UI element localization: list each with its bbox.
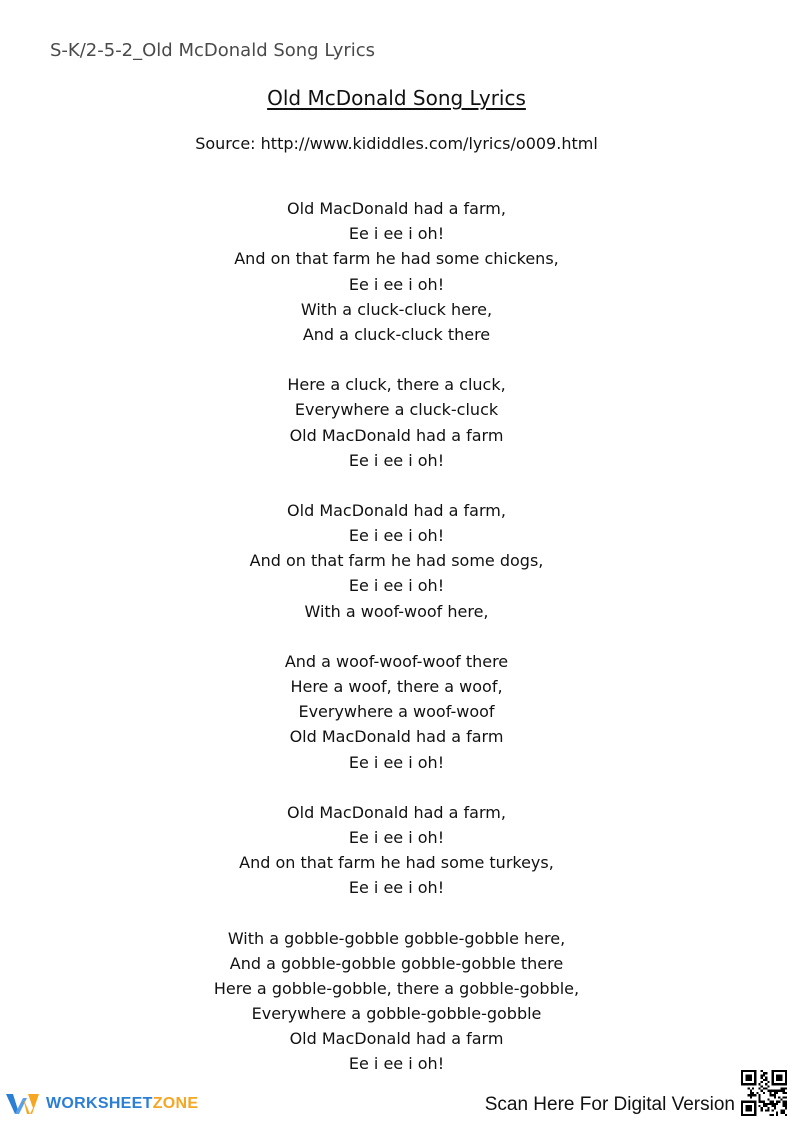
lyric-line: Ee i ee i oh!	[348, 878, 445, 898]
lyric-line: Everywhere a woof-woof	[298, 702, 495, 722]
lyrics-stanza	[0, 498, 793, 624]
lyrics-body	[0, 196, 793, 1102]
lyric-line: With a woof-woof here,	[304, 601, 489, 621]
lyrics-stanza	[0, 372, 793, 473]
worksheetzone-logo[interactable]	[6, 1092, 198, 1116]
lyric-line: And on that farm he had some turkeys,	[239, 853, 554, 873]
lyric-line: Old MacDonald had a farm	[289, 1029, 504, 1049]
lyric-line: Ee i ee i oh!	[348, 827, 445, 847]
lyric-line: Ee i ee i oh!	[348, 526, 445, 546]
lyric-line: With a cluck-cluck here,	[300, 299, 493, 319]
worksheetzone-logo-icon	[6, 1092, 40, 1116]
document-code: S-K/2-5-2_Old McDonald Song Lyrics	[50, 40, 376, 61]
lyric-line: Ee i ee i oh!	[348, 274, 445, 294]
lyric-line: Ee i ee i oh!	[348, 450, 445, 470]
lyric-line: Ee i ee i oh!	[348, 576, 445, 596]
qr-code-icon[interactable]	[741, 1070, 787, 1116]
lyric-line: Old MacDonald had a farm	[289, 727, 504, 747]
lyric-line: Ee i ee i oh!	[348, 752, 445, 772]
logo-text	[46, 1095, 198, 1113]
lyric-line: Old MacDonald had a farm,	[287, 500, 506, 520]
lyrics-stanza	[0, 649, 793, 775]
lyric-line: Ee i ee i oh!	[348, 224, 445, 244]
scan-instruction: Scan Here For Digital Version	[484, 1094, 735, 1115]
logo-word-zone: ZONE	[152, 1095, 199, 1112]
source-line: Source: http://www.kididdles.com/lyrics/o009.html	[195, 134, 598, 153]
lyric-line: Old MacDonald had a farm	[289, 425, 504, 445]
page-title: Old McDonald Song Lyrics	[267, 86, 526, 110]
lyric-line: With a gobble-gobble gobble-gobble here,	[227, 928, 566, 948]
lyric-line: Here a gobble-gobble, there a gobble-gobble,	[213, 978, 580, 998]
lyric-line: And on that farm he had some chickens,	[234, 249, 559, 269]
lyric-line: Everywhere a gobble-gobble-gobble	[251, 1004, 542, 1024]
lyric-line: And a woof-woof-woof there	[284, 651, 509, 671]
lyric-line: Ee i ee i oh!	[348, 1054, 445, 1074]
logo-word-worksheet: WORKSHEET	[46, 1095, 153, 1112]
lyric-line: Here a woof, there a woof,	[290, 677, 503, 696]
lyric-line: Old MacDonald had a farm,	[287, 199, 506, 218]
lyrics-stanza	[0, 196, 793, 347]
lyric-line: Old MacDonald had a farm,	[287, 802, 506, 822]
lyrics-stanza	[0, 800, 793, 901]
lyric-line: And on that farm he had some dogs,	[249, 551, 544, 571]
footer	[0, 1080, 793, 1122]
lyric-line: Here a cluck, there a cluck,	[287, 375, 506, 395]
lyric-line: Everywhere a cluck-cluck	[294, 400, 499, 420]
lyrics-stanza	[0, 926, 793, 1077]
lyric-line: And a cluck-cluck there	[302, 324, 491, 344]
lyric-line: And a gobble-gobble gobble-gobble there	[229, 953, 564, 973]
